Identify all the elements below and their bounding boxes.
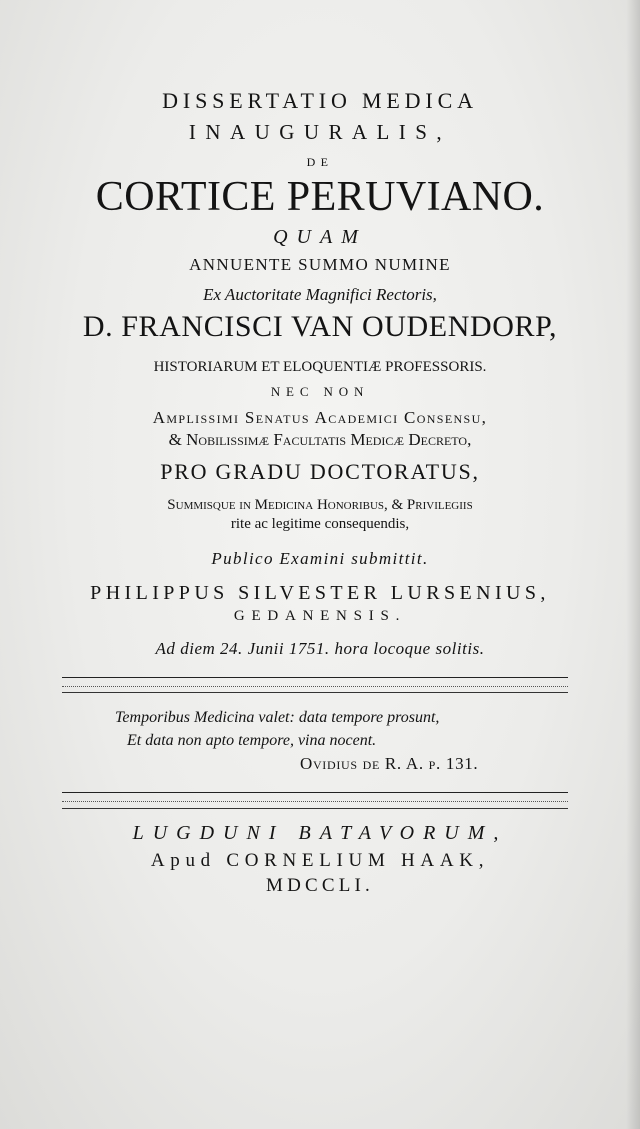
faculty-decree-line: & Nobilissimæ Facultatis Medicæ Decreto, (168, 430, 472, 449)
rector-name: D. FRANCISCI VAN OUDENDORP, (82, 310, 558, 343)
imprint-printer: Apud CORNELIUM HAAK, (150, 850, 490, 871)
author-origin: GEDANENSIS. (233, 608, 407, 624)
nec-non-line: NEC NON (270, 384, 370, 399)
quam-line: QUAM (273, 226, 367, 248)
rector-title: HISTORIARUM ET ELOQUENTIÆ PROFESSORIS. (153, 359, 487, 375)
dissertation-heading: DISSERTATIO MEDICA (162, 88, 478, 113)
inauguralis-line: INAUGURALIS, (188, 120, 452, 144)
rector-authority-line: Ex Auctoritate Magnifici Rectoris, (203, 285, 437, 304)
date-line: Ad diem 24. Junii 1751. hora locoque solitis. (155, 639, 485, 658)
upper-rule-dotted (62, 686, 568, 687)
lower-rule-dotted (62, 801, 568, 802)
main-title: CORTICE PERUVIANO. (95, 174, 545, 220)
degree-line: PRO GRADU DOCTORATUS, (160, 459, 480, 484)
senate-consent-line: Amplissimi Senatus Academici Consensu, (152, 408, 488, 427)
epigraph-attribution: Ovidius de R. A. p. 131. (300, 754, 479, 773)
epigraph-line-1: Temporibus Medicina valet: data tempore prosunt, (115, 709, 440, 726)
epigraph-line-2: Et data non apto tempore, vina nocent. (127, 732, 377, 749)
de-line: DE (306, 155, 334, 169)
honours-line: Summisque in Medicina Honoribus, & Privilegiis (167, 497, 473, 513)
upper-rule-bottom (62, 692, 568, 693)
lower-rule-top (62, 792, 568, 793)
imprint-year: MDCCLI. (266, 875, 374, 896)
submittit-line: Publico Examini submittit. (211, 549, 429, 568)
consequendis-line: rite ac legitime consequendis, (230, 516, 410, 532)
annuente-line: ANNUENTE SUMMO NUMINE (189, 255, 451, 274)
author-name: PHILIPPUS SILVESTER LURSENIUS, (90, 582, 550, 604)
lower-rule-bottom (62, 808, 568, 809)
upper-rule-top (62, 677, 568, 678)
imprint-city: LUGDUNI BATAVORUM, (132, 822, 508, 844)
